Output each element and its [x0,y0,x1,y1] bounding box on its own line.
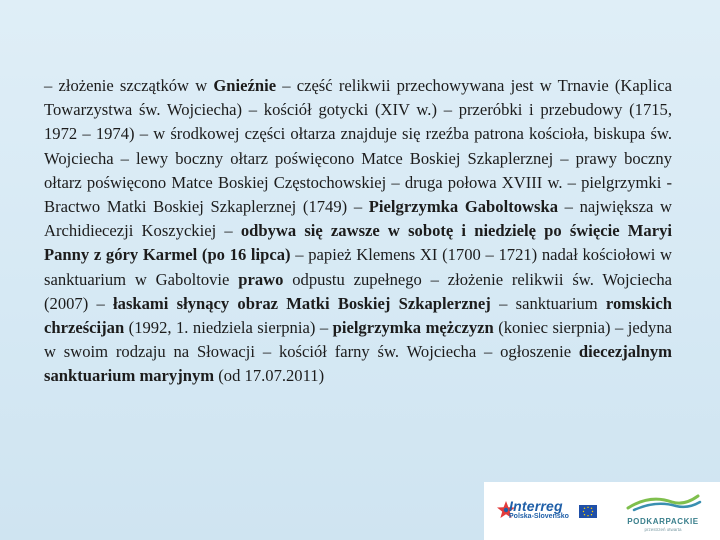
text-run: – część relikwii przechowywana jest w Trnavie (Kaplica Towarzystwa św. Wojciecha) – kościół gotycki (XIV w.) – przeróbki i przebudowy (1715, 1972 – 1974) – w środkowej części ołtarza znajduje się rzeźba patrona kościoła, biskupa św. Wojciecha – lewy boczny ołtarz poświęcono Matce Boskiej Szkaplerznej – prawy boczny ołtarz poświęcono Matce Boskiej Częstochowskiej – druga połowa XVIII w. – pielgrzymki - Bractwo Matki Boskiej Szkaplerznej (1749) – [44,76,672,217]
text-run-bold: pielgrzymka mężczyzn [332,318,494,338]
interreg-title: Interreg [509,498,563,514]
podkarpackie-tagline: przestrzeń otwarta [644,527,682,532]
text-run: (od 17.07.2011) [214,366,325,386]
text-run: (koniec sierpnia) – jedyna w swoim rodzaju na Słowacji – kościół farny św. Wojciecha – ogłoszenie [44,318,673,362]
text-run-bold: Gnieźnie [213,76,277,95]
eu-flag-icon [579,505,597,518]
podkarpackie-logo [620,492,706,532]
body-paragraph [44,74,672,389]
podkarpackie-label: PODKARPACKIE [627,517,699,526]
text-run-bold: diecezjalnym sanktuarium maryjnym [44,342,672,386]
text-run: – złożenie szczątków w [44,76,214,95]
text-run: – papież Klemens XI (1700 – 1721) nadał kościołowi w sanktuarium w Gaboltovie [44,245,672,289]
text-run-bold: prawo [238,269,284,289]
text-run: odpustu zupełnego – złożenie relikwii św. Wojciecha (2007) – [44,269,672,313]
text-run-bold: odbywa się zawsze w sobotę i niedzielę po święcie Maryi Panny z góry Karmel (po 16 lipca) [44,221,672,265]
text-run: – największa w Archidiecezji Koszyckiej – [44,197,672,241]
mountains-icon [620,492,706,512]
text-run: – sanktuarium [490,293,606,313]
interreg-subtitle: Polska-Slovensko [509,513,569,520]
text-run: (1992, 1. niedziela sierpnia) – [124,318,333,338]
interreg-logo [509,498,569,520]
text-run-bold: romskich chrześcijan [44,293,672,338]
text-run-bold: Pielgrzymka Gaboltowska [368,197,558,217]
text-run-bold: łaskami słynący obraz Matki Boskiej Szkaplerznej [113,293,491,313]
